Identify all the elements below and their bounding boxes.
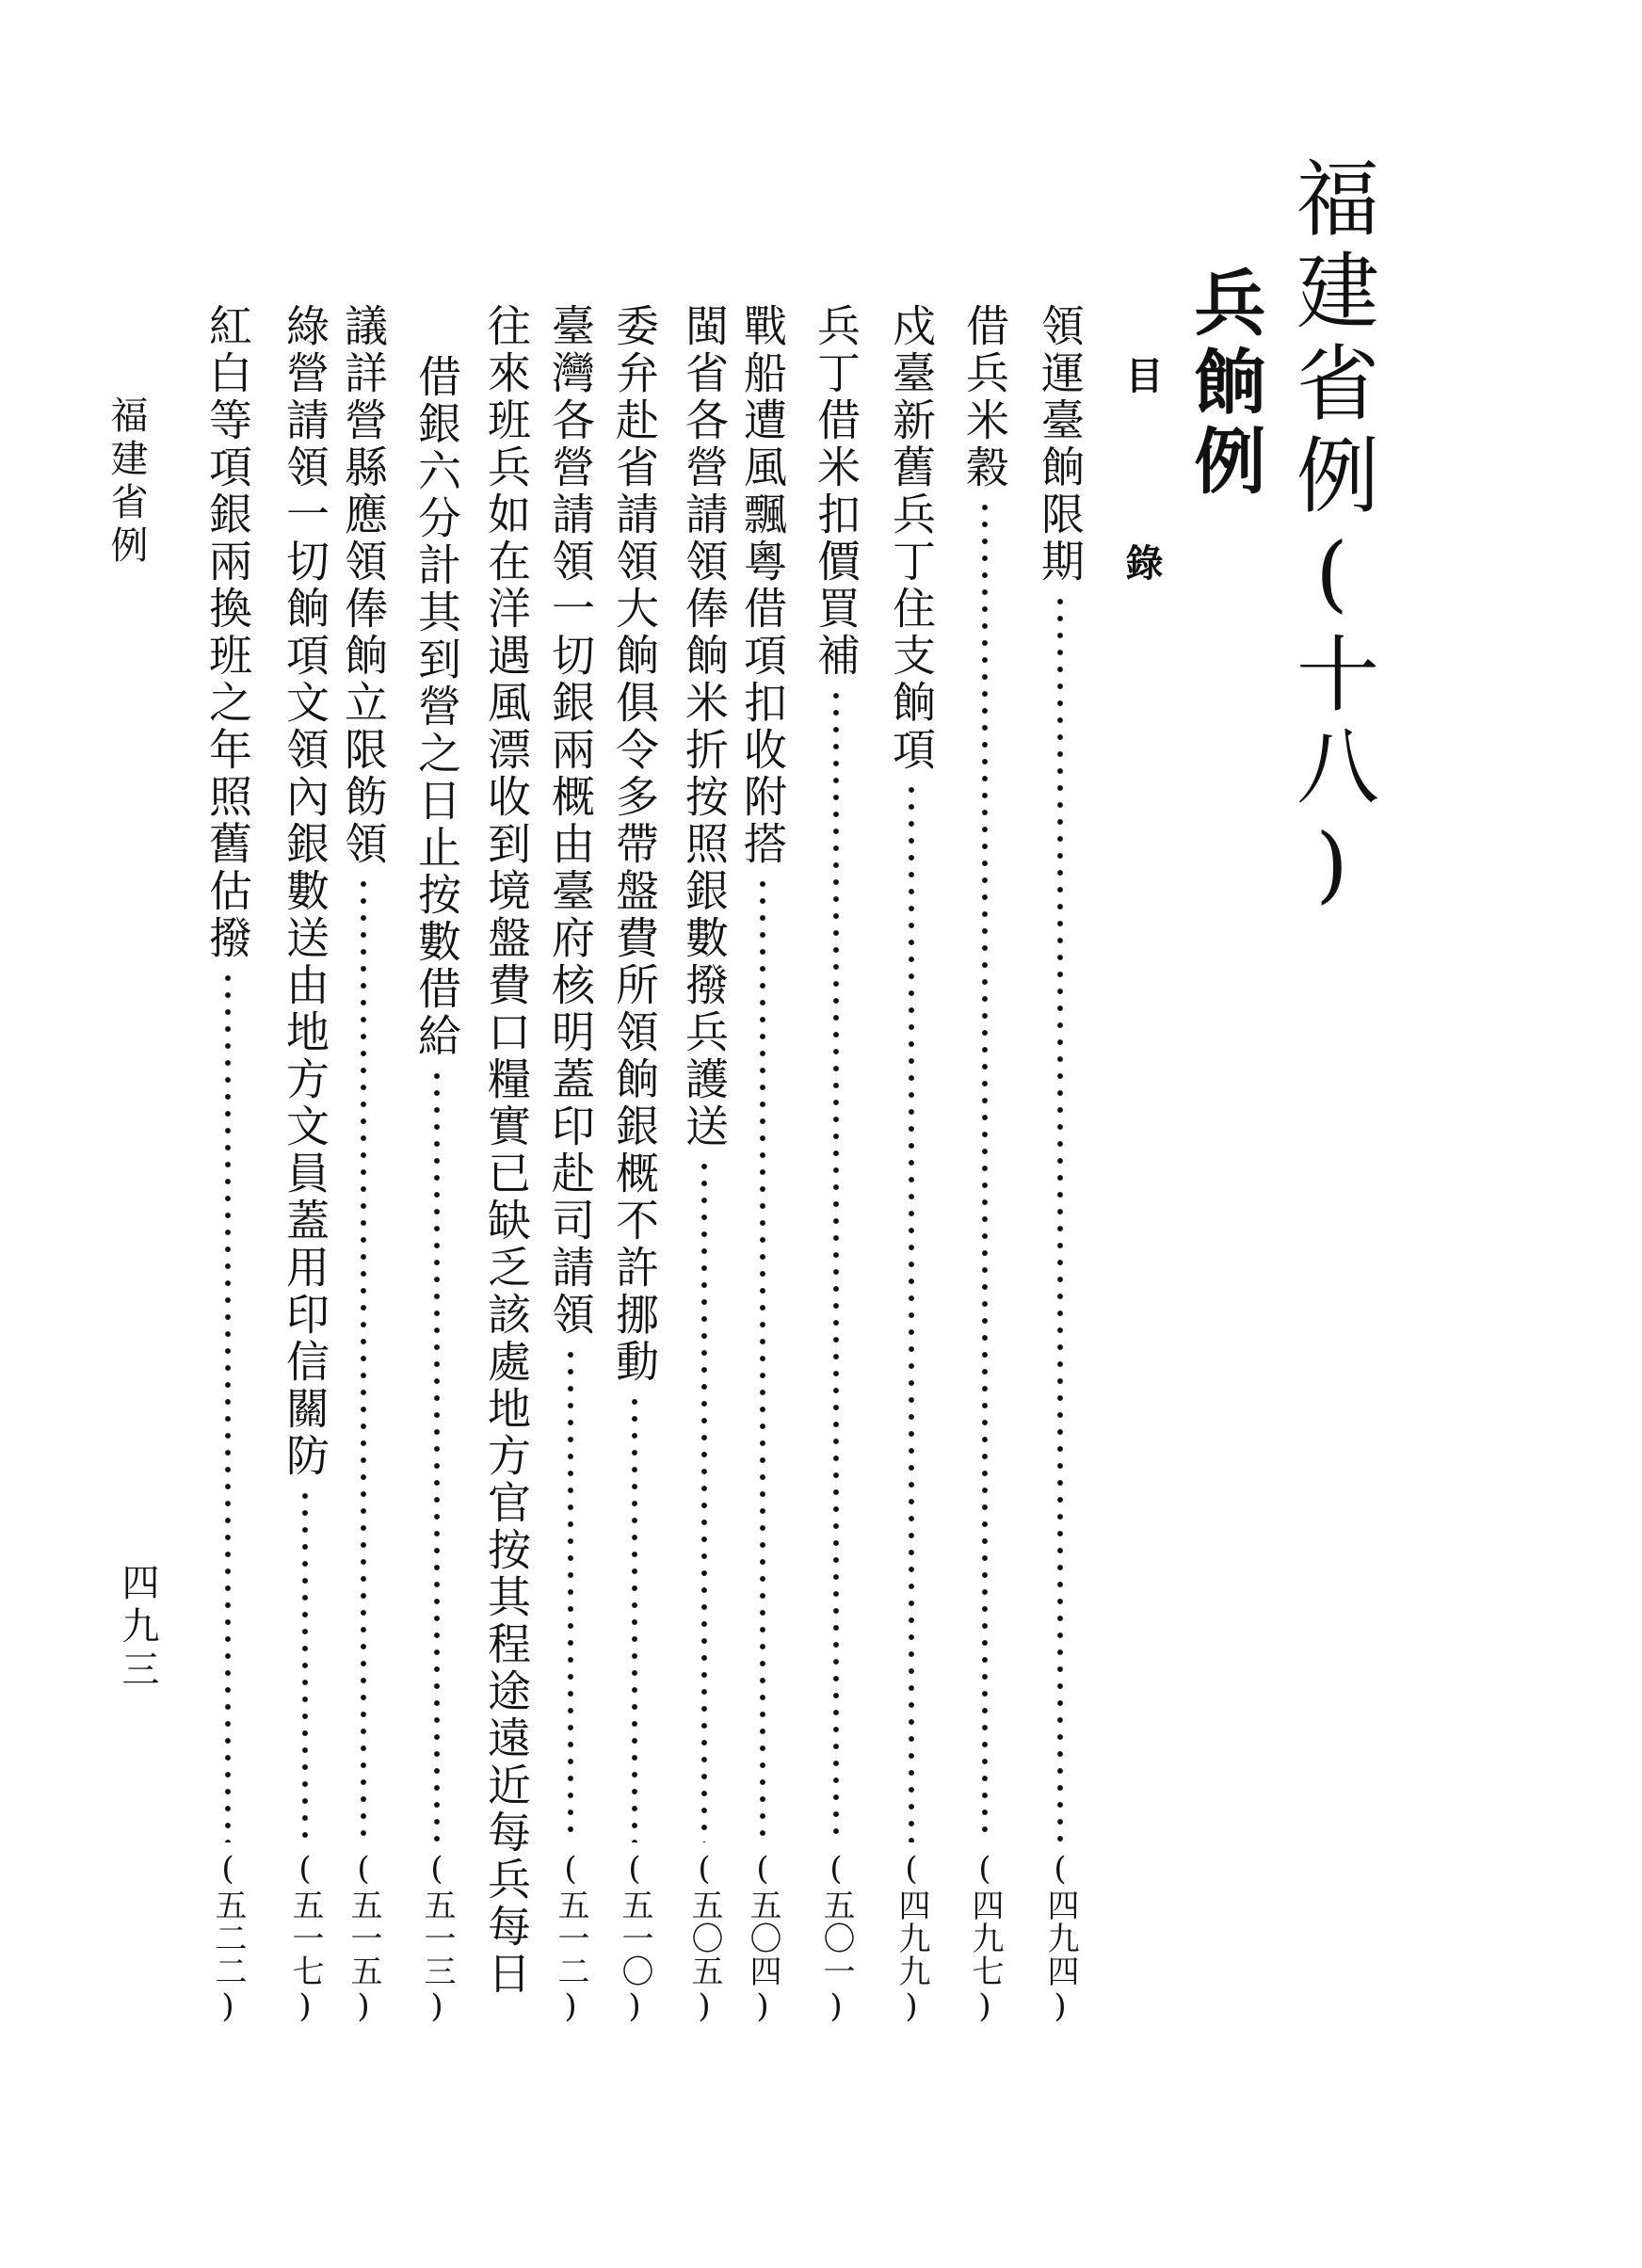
dot-leader [608, 1393, 661, 1842]
dot-leader [201, 970, 254, 1842]
toc-entry [337, 303, 390, 2026]
entry-title: 領運臺餉限期 [1035, 303, 1086, 586]
entry-title: 臺灣各營請領一切銀兩概由臺府核明蓋印赴司請領 [545, 303, 596, 1339]
entry-title: 兵丁借米扣價買補 [811, 303, 861, 680]
dot-leader [810, 687, 862, 1842]
dot-leader [958, 499, 1011, 1842]
book-title: 福建省例(十八) [1283, 155, 1380, 922]
toc-entry [544, 303, 597, 2026]
dot-leader [544, 1346, 597, 1842]
entry-title: 議詳營縣應領俸餉立限飭領 [338, 303, 389, 868]
toc-entry [736, 303, 789, 2026]
dot-leader [337, 876, 390, 1842]
dot-leader [1034, 593, 1087, 1842]
dot-leader [678, 1158, 731, 1842]
dot-leader [736, 876, 789, 1842]
entry-page-number: (五〇一) [817, 1850, 855, 2026]
entry-page-number: (五〇五) [685, 1850, 723, 2026]
entry-title: 委弁赴省請領大餉俱令多帶盤費所領餉銀概不許挪動 [609, 303, 660, 1386]
entry-title: 借兵米穀 [959, 303, 1010, 491]
entry-title: 紅白等項銀兩換班之年照舊估撥 [202, 303, 253, 962]
toc-entry [958, 303, 1011, 2026]
entry-page-number: (五一七) [286, 1850, 324, 2026]
toc-entry [678, 303, 731, 2026]
entry-title: 閩省各營請領俸餉米折按照銀數撥兵護送 [679, 303, 730, 1150]
entry-title: 戍臺新舊兵丁住支餉項 [886, 303, 937, 774]
entry-title: 戰船遭風飄粵借項扣收附搭 [737, 303, 788, 868]
dot-leader [410, 1068, 463, 1842]
entry-page-number: (五一三) [418, 1850, 456, 2026]
entry-page-number: (四九四) [1041, 1850, 1079, 2026]
entry-page-number: (五一〇) [616, 1850, 653, 2026]
entry-page-number: (五〇四) [744, 1850, 781, 2026]
entry-title: 借銀六分計其到營之日止按數借給 [411, 354, 462, 1060]
dot-leader [885, 781, 938, 1842]
toc-entry [608, 303, 661, 2026]
entry-page-number: (五一二) [552, 1850, 589, 2026]
running-title: 福建省例 [105, 395, 148, 569]
toc-heading: 目 錄 [1119, 356, 1164, 634]
section-title: 兵餉例 [1183, 265, 1266, 503]
dot-leader [279, 1488, 331, 1842]
entry-page-number: (五一五) [345, 1850, 382, 2026]
entry-title: 綠營請領一切餉項文領內銀數送由地方文員蓋用印信關防 [280, 303, 330, 1480]
toc-entry-line: 往來班兵如在洋遇風漂收到境盤費口糧實已缺乏該處地方官按其程途遠近每兵每日 [481, 303, 532, 1998]
entry-page-number: (五二二) [209, 1850, 247, 2026]
toc-entry [885, 303, 938, 2026]
toc-entry [279, 303, 331, 2026]
toc-entry [201, 303, 254, 2026]
folio-page-number: 四九三 [116, 1563, 159, 1693]
toc-entry [810, 303, 862, 2026]
toc-entry [1034, 303, 1087, 2026]
entry-page-number: (四九七) [966, 1850, 1004, 2026]
toc-entry-continuation [410, 354, 463, 2026]
entry-page-number: (四九九) [893, 1850, 930, 2026]
